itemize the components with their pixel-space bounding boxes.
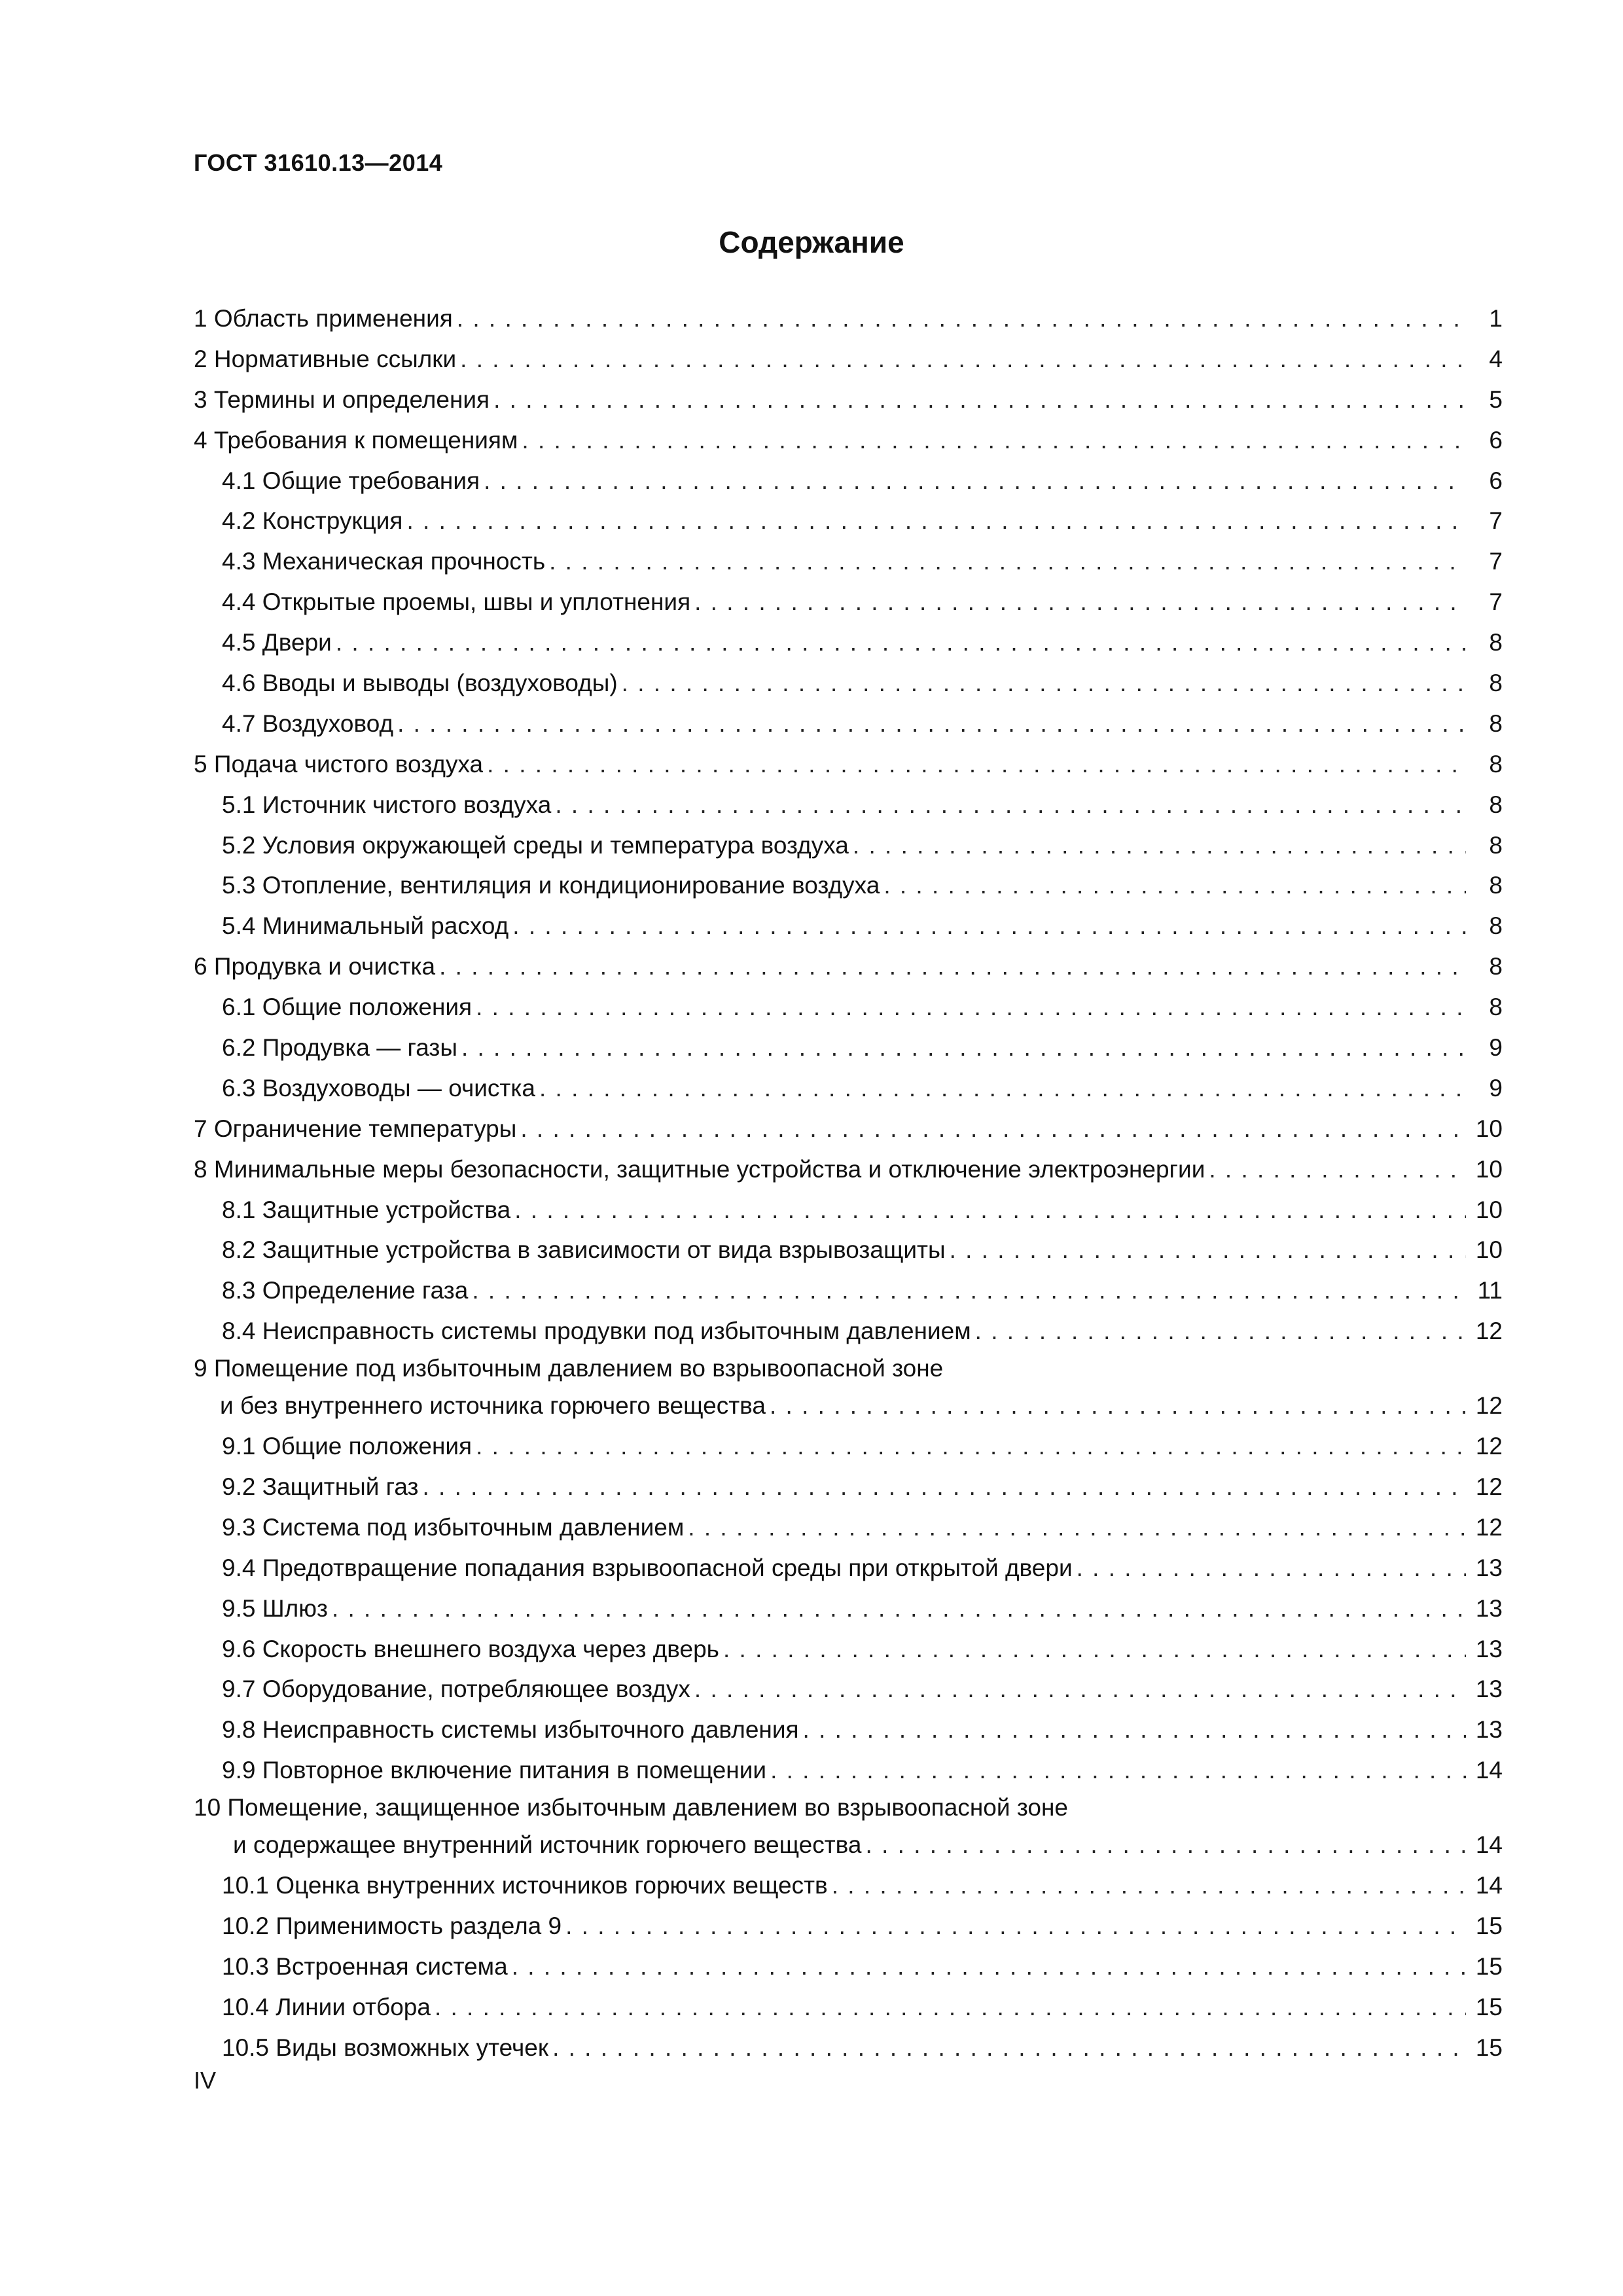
toc-entry[interactable]	[194, 1791, 1503, 1865]
toc-entry-page: 13	[1475, 1635, 1503, 1662]
dot-leader	[439, 946, 1466, 987]
toc-entry[interactable]	[194, 461, 1503, 501]
dot-leader	[512, 906, 1466, 946]
toc-entry-page: 10	[1475, 1196, 1503, 1223]
toc-entry-label: 6.1 Общие положения	[222, 994, 473, 1021]
toc-entry-label: 9 Помещение под избыточным давлением во взрывоопасной зоне	[194, 1355, 944, 1382]
dot-leader	[549, 541, 1466, 582]
toc-entry-page: 14	[1475, 1757, 1503, 1784]
toc-entry-label: 10.1 Оценка внутренних источников горючих веществ	[222, 1871, 828, 1899]
toc-entry[interactable]	[194, 865, 1503, 906]
dot-leader	[487, 744, 1466, 785]
toc-entry-page: 14	[1475, 1831, 1503, 1859]
toc-entry-label: 4.4 Открытые проемы, швы и уплотнения	[222, 588, 691, 616]
toc-entry-label: 8.2 Защитные устройства в зависимости от вида взрывозащиты	[222, 1236, 946, 1264]
dot-leader	[694, 582, 1466, 622]
toc-entry-label: и содержащее внутренний источник горючего вещества	[233, 1831, 862, 1859]
dot-leader	[539, 1068, 1466, 1109]
dot-leader	[461, 1028, 1466, 1068]
dot-leader	[866, 1825, 1466, 1865]
table-of-contents	[194, 298, 1503, 2068]
toc-entry-label: 9.1 Общие положения	[222, 1433, 473, 1460]
toc-entry-page: 8	[1489, 994, 1503, 1021]
toc-entry[interactable]	[194, 1467, 1503, 1507]
toc-entry[interactable]	[194, 1068, 1503, 1109]
dot-leader	[1077, 1548, 1466, 1588]
toc-entry-label: 5.1 Источник чистого воздуха	[222, 791, 552, 818]
toc-entry-page: 8	[1489, 670, 1503, 697]
toc-entry-label: 8 Минимальные меры безопасности, защитные устройства и отключение электроэнергии	[194, 1155, 1205, 1183]
dot-leader	[460, 339, 1466, 380]
dot-leader	[406, 501, 1466, 541]
toc-entry-label: 9.4 Предотвращение попадания взрывоопасной среды при открытой двери	[222, 1554, 1073, 1581]
toc-entry[interactable]	[194, 298, 1503, 339]
dot-leader	[723, 1629, 1466, 1670]
toc-entry-page: 8	[1489, 629, 1503, 656]
toc-entry-label: 4.6 Вводы и выводы (воздуховоды)	[222, 670, 618, 697]
toc-entry[interactable]	[194, 1750, 1503, 1791]
dot-leader	[476, 987, 1466, 1028]
toc-entry-label: 7 Ограничение температуры	[194, 1115, 517, 1142]
toc-entry-page: 13	[1475, 1676, 1503, 1703]
toc-entry[interactable]	[194, 1109, 1503, 1149]
toc-entry[interactable]	[194, 380, 1503, 420]
toc-entry-page: 8	[1489, 750, 1503, 778]
toc-entry-label: 8.3 Определение газа	[222, 1277, 469, 1304]
toc-entry-page: 13	[1475, 1594, 1503, 1622]
toc-entry-label: 8.1 Защитные устройства	[222, 1196, 511, 1223]
toc-entry[interactable]	[194, 1548, 1503, 1588]
toc-entry-label: 9.3 Система под избыточным давлением	[222, 1513, 685, 1541]
toc-entry-page: 15	[1475, 1952, 1503, 1980]
toc-entry-page: 1	[1489, 305, 1503, 332]
dot-leader	[1209, 1149, 1466, 1190]
toc-entry-label: 9.6 Скорость внешнего воздуха через дверь	[222, 1635, 719, 1662]
dot-leader	[493, 380, 1466, 420]
toc-entry[interactable]	[194, 785, 1503, 825]
toc-entry-page: 7	[1489, 507, 1503, 535]
toc-entry-label: 6.2 Продувка — газы	[222, 1034, 457, 1062]
toc-entry[interactable]	[194, 420, 1503, 461]
toc-entry-label: 5.4 Минимальный расход	[222, 912, 509, 940]
toc-entry[interactable]	[194, 582, 1503, 622]
toc-entry-label: 10.3 Встроенная система	[222, 1952, 508, 1980]
toc-entry-page: 12	[1475, 1392, 1503, 1420]
toc-entry[interactable]	[194, 1710, 1503, 1750]
toc-entry-label: 10 Помещение, защищенное избыточным давлением во взрывоопасной зоне	[194, 1794, 1068, 1821]
toc-entry[interactable]	[194, 2028, 1503, 2068]
dot-leader	[512, 1946, 1466, 1987]
toc-entry-label: 10.4 Линии отбора	[222, 1993, 431, 2020]
toc-entry-page: 15	[1475, 1912, 1503, 1939]
dot-leader	[950, 1230, 1466, 1270]
dot-leader	[472, 1270, 1466, 1311]
dot-leader	[688, 1507, 1466, 1548]
dot-leader	[435, 1987, 1466, 2028]
dot-leader	[883, 865, 1466, 906]
toc-entry-label: и без внутреннего источника горючего вещества	[220, 1392, 766, 1420]
toc-entry-page: 11	[1477, 1277, 1503, 1304]
toc-entry[interactable]	[194, 1028, 1503, 1068]
toc-title: Содержание	[719, 225, 904, 259]
document-id: ГОСТ 31610.13—2014	[194, 149, 443, 176]
toc-entry-label: 4.5 Двери	[222, 629, 332, 656]
toc-entry[interactable]	[194, 1987, 1503, 2028]
toc-entry-label: 9.5 Шлюз	[222, 1594, 328, 1622]
toc-entry[interactable]	[194, 1669, 1503, 1710]
dot-leader	[770, 1386, 1466, 1426]
toc-entry-page: 13	[1475, 1554, 1503, 1581]
dot-leader	[975, 1311, 1466, 1352]
toc-entry[interactable]	[194, 1946, 1503, 1987]
toc-entry-page: 10	[1475, 1236, 1503, 1264]
toc-entry-label: 2 Нормативные ссылки	[194, 345, 457, 372]
dot-leader	[336, 622, 1466, 663]
toc-entry-label: 9.9 Повторное включение питания в помещении	[222, 1757, 767, 1784]
toc-entry-page: 9	[1489, 1034, 1503, 1062]
dot-leader	[853, 825, 1466, 866]
toc-entry-page: 13	[1475, 1716, 1503, 1744]
toc-entry-label: 4.7 Воздуховод	[222, 709, 394, 737]
toc-entry-page: 10	[1475, 1115, 1503, 1142]
toc-entry-page: 8	[1489, 709, 1503, 737]
toc-entry-label: 5 Подача чистого воздуха	[194, 750, 484, 778]
toc-entry[interactable]	[194, 987, 1503, 1028]
page-number: IV	[194, 2067, 217, 2094]
toc-entry[interactable]	[194, 1149, 1503, 1190]
dot-leader	[565, 1906, 1466, 1946]
toc-entry-label: 6.3 Воздуховоды — очистка	[222, 1074, 535, 1102]
toc-entry[interactable]	[194, 339, 1503, 380]
toc-entry-label: 6 Продувка и очистка	[194, 953, 436, 980]
toc-entry-label: 10.5 Виды возможных утечек	[222, 2034, 549, 2061]
toc-entry-label: 9.8 Неисправность системы избыточного давления	[222, 1716, 799, 1744]
dot-leader	[552, 2028, 1466, 2068]
toc-entry-page: 14	[1475, 1871, 1503, 1899]
dot-leader	[522, 420, 1466, 461]
dot-leader	[514, 1190, 1466, 1230]
dot-leader	[694, 1669, 1466, 1710]
toc-entry[interactable]	[194, 501, 1503, 541]
toc-entry[interactable]	[194, 1311, 1503, 1352]
toc-entry[interactable]	[194, 1588, 1503, 1629]
toc-entry-label: 4.2 Конструкция	[222, 507, 403, 535]
toc-entry-page: 12	[1475, 1433, 1503, 1460]
dot-leader	[476, 1426, 1466, 1467]
toc-entry[interactable]	[194, 1270, 1503, 1311]
toc-entry[interactable]	[194, 704, 1503, 744]
toc-entry[interactable]	[194, 1906, 1503, 1946]
toc-entry-page: 12	[1475, 1473, 1503, 1500]
dot-leader	[622, 663, 1466, 704]
dot-leader	[770, 1750, 1466, 1791]
toc-entry[interactable]	[194, 825, 1503, 866]
toc-entry[interactable]	[194, 663, 1503, 704]
toc-entry-page: 6	[1489, 426, 1503, 454]
dot-leader	[332, 1588, 1466, 1629]
toc-entry[interactable]	[194, 1507, 1503, 1548]
toc-entry-page: 5	[1489, 386, 1503, 413]
toc-entry-page: 8	[1489, 872, 1503, 899]
toc-entry-label: 5.2 Условия окружающей среды и температура воздуха	[222, 831, 849, 859]
toc-entry-label: 3 Термины и определения	[194, 386, 490, 413]
toc-entry-label: 1 Область применения	[194, 305, 453, 332]
toc-entry-page: 10	[1475, 1155, 1503, 1183]
toc-entry-page: 7	[1489, 588, 1503, 616]
toc-entry[interactable]	[194, 1352, 1503, 1426]
toc-entry-label: 9.2 Защитный газ	[222, 1473, 419, 1500]
toc-entry[interactable]	[194, 1426, 1503, 1467]
toc-entry-label: 9.7 Оборудование, потребляющее воздух	[222, 1676, 690, 1703]
toc-entry-page: 7	[1489, 548, 1503, 575]
toc-entry-page: 15	[1475, 2034, 1503, 2061]
toc-entry-page: 6	[1489, 467, 1503, 494]
toc-entry-page: 12	[1475, 1513, 1503, 1541]
toc-entry[interactable]	[194, 1629, 1503, 1670]
toc-entry-page: 12	[1475, 1318, 1503, 1345]
toc-entry[interactable]	[194, 622, 1503, 663]
dot-leader	[397, 704, 1466, 744]
toc-entry-page: 8	[1489, 953, 1503, 980]
toc-entry-label: 4.3 Механическая прочность	[222, 548, 546, 575]
toc-entry[interactable]	[194, 906, 1503, 946]
toc-entry-label: 10.2 Применимость раздела 9	[222, 1912, 562, 1939]
toc-entry-label: 5.3 Отопление, вентиляция и кондиционирование воздуха	[222, 872, 880, 899]
toc-entry[interactable]	[194, 1190, 1503, 1230]
toc-entry-page: 4	[1489, 345, 1503, 372]
toc-entry[interactable]	[194, 946, 1503, 987]
toc-entry-label: 4.1 Общие требования	[222, 467, 480, 494]
toc-entry[interactable]	[194, 1865, 1503, 1906]
toc-entry[interactable]	[194, 1230, 1503, 1270]
toc-entry-page: 9	[1489, 1074, 1503, 1102]
dot-leader	[520, 1109, 1466, 1149]
toc-entry-page: 8	[1489, 831, 1503, 859]
toc-entry[interactable]	[194, 744, 1503, 785]
dot-leader	[555, 785, 1466, 825]
dot-leader	[803, 1710, 1466, 1750]
dot-leader	[832, 1865, 1466, 1906]
dot-leader	[484, 461, 1466, 501]
toc-entry-page: 8	[1489, 791, 1503, 818]
toc-entry-page: 15	[1475, 1993, 1503, 2020]
dot-leader	[457, 298, 1466, 339]
toc-entry[interactable]	[194, 541, 1503, 582]
toc-entry-label: 4 Требования к помещениям	[194, 426, 518, 454]
toc-entry-page: 8	[1489, 912, 1503, 940]
toc-entry-label: 8.4 Неисправность системы продувки под избыточным давлением	[222, 1318, 971, 1345]
dot-leader	[422, 1467, 1466, 1507]
